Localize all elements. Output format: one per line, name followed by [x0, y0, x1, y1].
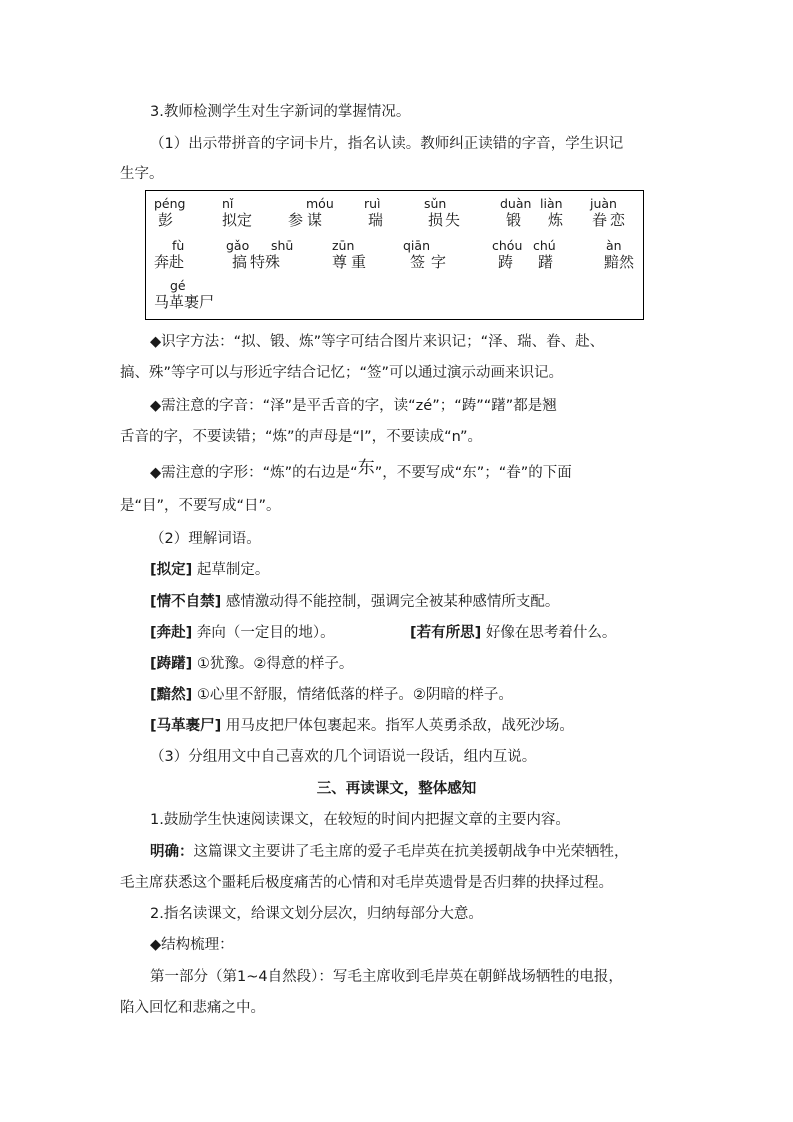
pinyin: móu	[306, 196, 334, 211]
vocab-term: [若有所思]	[410, 625, 482, 641]
paragraph-step-2: 2.指名读课文，给课文划分层次，归纳每部分大意。	[150, 906, 483, 922]
structure-heading: ◆结构梳理：	[150, 937, 234, 953]
vocab-term: [黯然]	[150, 687, 193, 703]
step-3-3: （3）分组用文中自己喜欢的几个词语说一段话，组内互说。	[150, 749, 537, 765]
pinyin: zūn	[332, 238, 355, 253]
vocab-term: [情不自禁]	[150, 594, 222, 610]
paragraph-step-3: 3.教师检测学生对生字新词的掌握情况。	[150, 104, 411, 120]
hanzi: 参谋	[288, 211, 327, 229]
pronunciation-note-cont: 舌音的字，不要读错；“炼”的声母是“l”，不要读成“n”。	[120, 429, 482, 445]
hanzi: 损失	[428, 211, 463, 229]
vocab-entry	[150, 560, 680, 580]
structure-part-1-cont: 陷入回忆和悲痛之中。	[120, 1000, 265, 1016]
hanzi: 黯然	[604, 253, 635, 271]
vocab-entry	[150, 685, 680, 705]
pinyin: gǎo	[226, 238, 250, 253]
hanzi: 搞	[232, 253, 248, 271]
hanzi: 拟定	[222, 211, 253, 229]
character-form-note	[150, 458, 680, 483]
step-3-2: （2）理解词语。	[150, 531, 261, 547]
pinyin: chóu	[492, 238, 523, 253]
paragraph-step-1: 1.鼓励学生快速阅读课文，在较短的时间内把握文章的主要内容。	[150, 812, 570, 828]
vocab-term: [马革裹尸]	[150, 718, 222, 734]
pinyin: nǐ	[222, 196, 234, 211]
hanzi: 签字	[410, 253, 453, 271]
pinyin: duàn	[500, 196, 532, 211]
hanzi: 马革裹尸	[154, 293, 215, 311]
pinyin: chú	[533, 238, 556, 253]
vocab-def: 感情激动得不能控制，强调完全被某种感情所支配。	[225, 594, 560, 610]
section-heading: 三、再读课文，整体感知	[316, 781, 477, 797]
pinyin: liàn	[540, 196, 563, 211]
hanzi: 眷恋	[592, 211, 629, 229]
character-form-note-text: ”，不要写成“东”；“眷”的下面	[374, 465, 572, 481]
hanzi: 瑞	[368, 211, 384, 229]
pinyin: péng	[154, 196, 186, 211]
pinyin: ruì	[364, 196, 381, 211]
structure-part-1: 第一部分（第1~4自然段）：写毛主席收到毛岸英在朝鲜战场牺牲的电报，	[150, 969, 623, 985]
vocab-def: ①犹豫。②得意的样子。	[196, 656, 354, 672]
clarification-cont: 毛主席获悉这个噩耗后极度痛苦的心情和对毛岸英遗骨是否归葬的抉择过程。	[120, 875, 613, 891]
vocab-term: [拟定]	[150, 562, 193, 578]
vocab-entry	[410, 623, 710, 643]
vocab-def: 起草制定。	[196, 562, 270, 578]
pinyin: gé	[170, 278, 186, 293]
pinyin: fù	[172, 238, 185, 253]
vocab-term: [踌躇]	[150, 656, 193, 672]
character-form-note-cont: 是“目”，不要写成“日”。	[120, 498, 281, 514]
paragraph-step-3-1: （1）出示带拼音的字词卡片，指名认读。教师纠正读错的字音，学生识记	[150, 136, 624, 152]
hanzi: 躇	[538, 253, 554, 271]
hanzi: 锻	[506, 211, 522, 229]
hanzi: 奔赴	[154, 253, 185, 271]
vocab-entry	[150, 716, 680, 736]
vocab-def: 用马皮把尸体包裹起来。指军人英勇杀敌，战死沙场。	[225, 718, 574, 734]
pinyin: shū	[271, 238, 294, 253]
pinyin: juàn	[590, 196, 617, 211]
vocab-def: ①心里不舒服，情绪低落的样子。②阴暗的样子。	[196, 687, 513, 703]
hanzi: 特殊	[250, 253, 281, 271]
literacy-method-note: ◆识字方法：“拟、锻、炼”等字可结合图片来识记；“泽、瑞、眷、赴、	[150, 334, 605, 350]
pronunciation-note: ◆需注意的字音：“泽”是平舌音的字，读“zé”；“踌”“躇”都是翘	[150, 398, 557, 414]
clarification-label: 明确：	[150, 844, 194, 860]
pinyin: sǔn	[424, 196, 447, 211]
pinyin-word-card	[145, 190, 644, 320]
character-form-note-text: ◆需注意的字形：“炼”的右边是“	[150, 465, 358, 481]
literacy-method-note-cont: 搞、殊”等字可以与形近字结合记忆；“签”可以通过演示动画来识记。	[120, 365, 564, 381]
clarification	[150, 842, 680, 862]
hanzi: 踌	[498, 253, 514, 271]
vocab-def: 奔向（一定目的地）。	[196, 625, 335, 641]
hanzi: 炼	[548, 211, 564, 229]
pinyin: qiān	[403, 238, 430, 253]
clarification-text: 这篇课文主要讲了毛主席的爱子毛岸英在抗美援朝战争中光荣牺牲，	[193, 844, 629, 860]
pinyin: àn	[606, 238, 622, 253]
vocab-term: [奔赴]	[150, 625, 193, 641]
paragraph-step-3-1-cont: 生字。	[120, 166, 164, 182]
vocab-entry	[150, 592, 680, 612]
vocab-def: 好像在思考着什么。	[485, 625, 617, 641]
vocab-entry	[150, 654, 680, 674]
hanzi: 彭	[158, 211, 174, 229]
handwritten-glyph: 东	[357, 458, 375, 478]
hanzi: 尊重	[332, 253, 371, 271]
